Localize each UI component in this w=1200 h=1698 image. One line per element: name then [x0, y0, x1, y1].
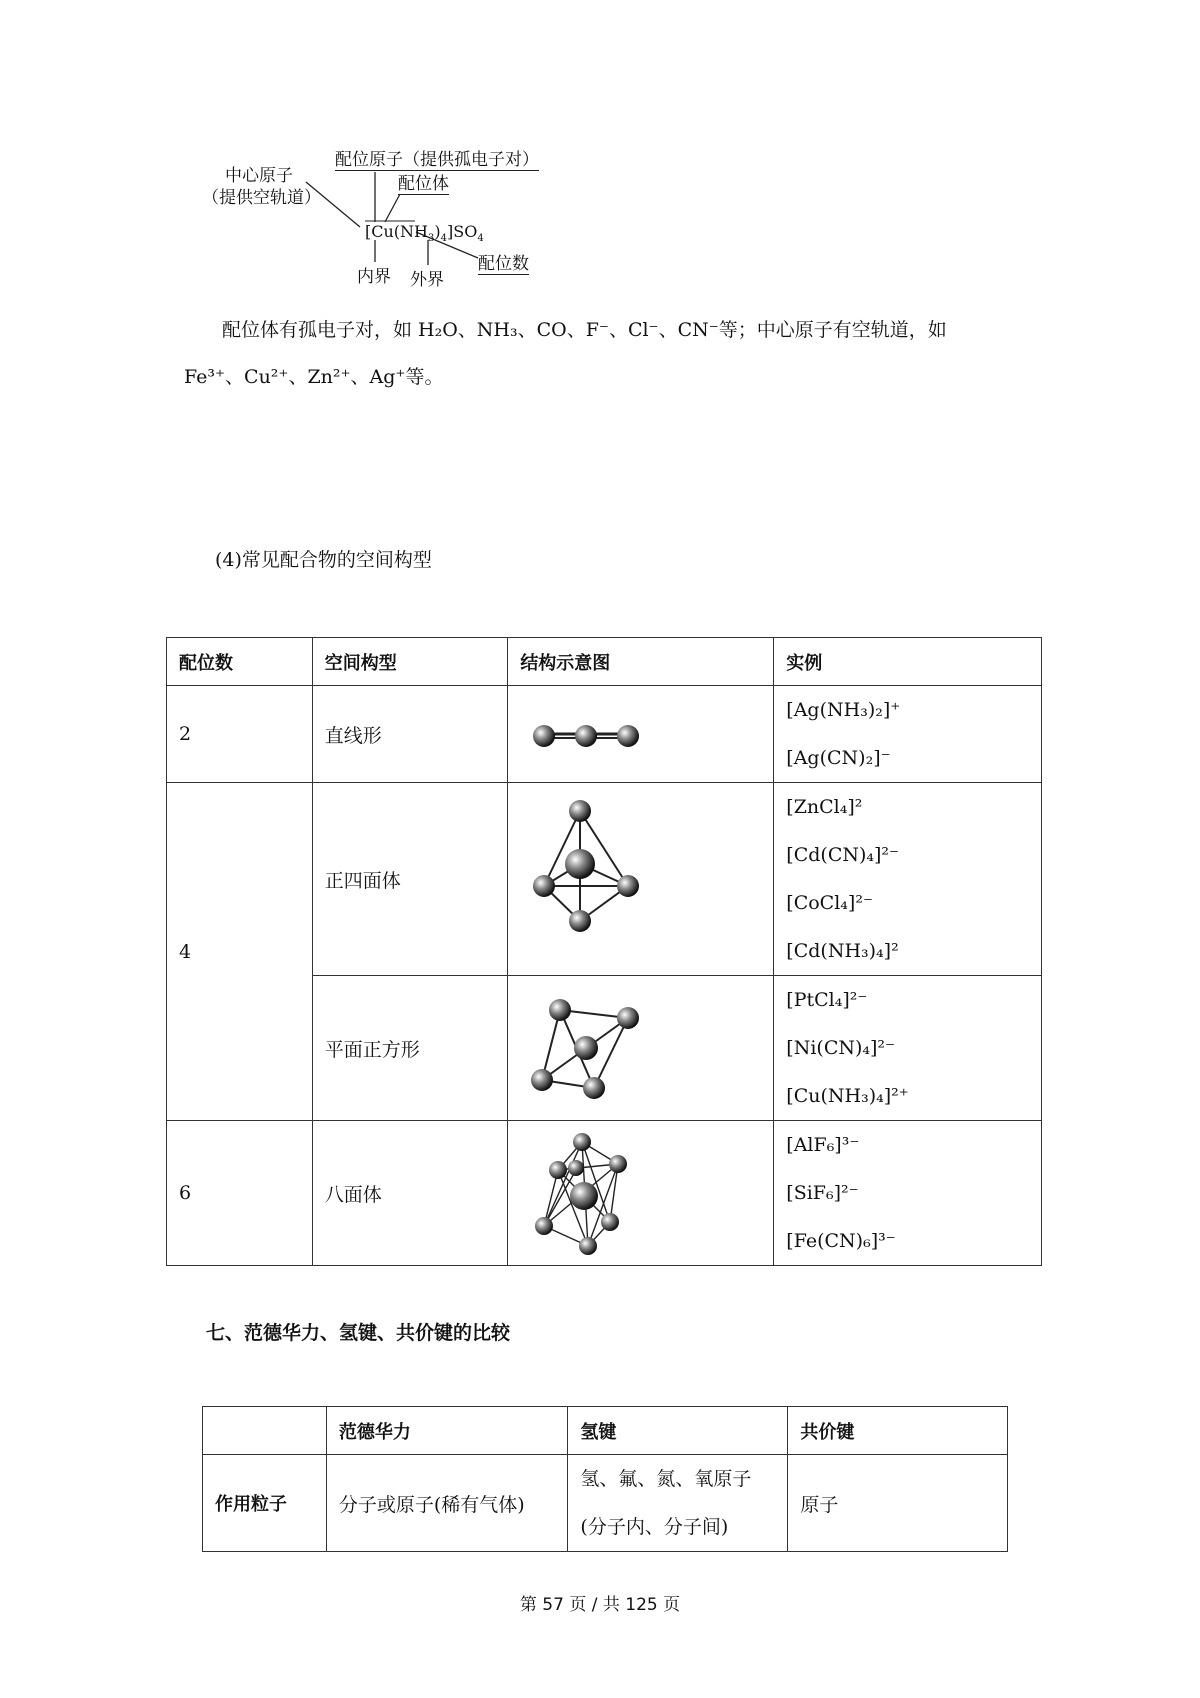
cell-structure	[508, 686, 774, 783]
table-row	[203, 1455, 1008, 1552]
ligand-atom-label: 配位原子（提供孤电子对）	[335, 150, 539, 170]
cell-shape: 正四面体	[312, 783, 508, 976]
example-item: [Ag(CN)₂]⁻	[786, 747, 891, 769]
outer-sphere-label: 外界	[410, 270, 444, 290]
cell-cn: 6	[167, 1121, 313, 1266]
complex-geometry-table	[166, 637, 1042, 1266]
intermolecular-forces-table	[202, 1406, 1008, 1552]
cell-structure	[508, 783, 774, 976]
cell-structure	[508, 1121, 774, 1266]
cell-examples	[774, 686, 1042, 783]
example-item: [Fe(CN)₆]³⁻	[786, 1230, 896, 1252]
example-item: [Cu(NH₃)₄]²⁺	[786, 1085, 909, 1107]
ligand-paragraph-line2: Fe³⁺、Cu²⁺、Zn²⁺、Ag⁺等。	[184, 366, 444, 388]
table-header-row	[167, 638, 1042, 686]
square-planar-structure-icon	[520, 988, 760, 1108]
cell-shape: 平面正方形	[312, 976, 508, 1121]
header-covalent-bond: 共价键	[788, 1407, 1008, 1455]
cell-cn: 4	[167, 783, 313, 1121]
header-van-der-waals: 范德华力	[326, 1407, 568, 1455]
table-header-row	[203, 1407, 1008, 1455]
cell-vdw-particles: 分子或原子(稀有气体)	[326, 1455, 568, 1552]
cell-hbond-particles	[568, 1455, 788, 1552]
ligand-label: 配位体	[398, 174, 449, 194]
header-coordination-number: 配位数	[167, 638, 313, 686]
cell-structure	[508, 976, 774, 1121]
example-item: [Ag(NH₃)₂]⁺	[786, 699, 901, 721]
ligand-paragraph-line1: 配位体有孤电子对，如 H₂O、NH₃、CO、F⁻、Cl⁻、CN⁻等；中心原子有空轨道，如	[222, 319, 947, 341]
coordination-compound-diagram	[202, 150, 610, 295]
header-structure-diagram: 结构示意图	[508, 638, 774, 686]
row-label-particles: 作用粒子	[203, 1455, 327, 1552]
header-geometry: 空间构型	[312, 638, 508, 686]
cell-examples	[774, 1121, 1042, 1266]
octahedral-structure-icon	[520, 1128, 760, 1258]
example-item: [PtCl₄]²⁻	[786, 989, 868, 1011]
example-item: [Cd(CN)₄]²⁻	[786, 844, 900, 866]
table-row	[167, 783, 1042, 976]
example-item: [ZnCl₄]²	[786, 796, 863, 818]
table-row	[167, 1121, 1042, 1266]
coordination-number-label: 配位数	[478, 254, 529, 274]
hbond-line: (分子内、分子间)	[580, 1516, 729, 1538]
table-row	[167, 686, 1042, 783]
central-atom-label: 中心原子	[225, 166, 293, 186]
hbond-line: 氢、氟、氮、氧原子	[580, 1468, 752, 1490]
example-item: [CoCl₄]²⁻	[786, 892, 873, 914]
header-hydrogen-bond: 氢键	[568, 1407, 788, 1455]
example-item: [AlF₆]³⁻	[786, 1134, 860, 1156]
page-footer: 第 57 页 / 共 125 页	[519, 1595, 681, 1615]
inner-sphere-label: 内界	[357, 267, 391, 287]
example-item: [Ni(CN)₄]²⁻	[786, 1037, 896, 1059]
central-atom-note: （提供空轨道）	[202, 188, 321, 208]
cell-covalent-particles: 原子	[788, 1455, 1008, 1552]
complex-formula: $[Cu(NH_3)_4]SO_4$	[365, 222, 484, 245]
cell-cn: 2	[167, 686, 313, 783]
section-heading-7: 七、范德华力、氢键、共价键的比较	[206, 1322, 511, 1344]
cell-examples	[774, 783, 1042, 976]
example-item: [Cd(NH₃)₄]²	[786, 940, 899, 962]
example-item: [SiF₆]²⁻	[786, 1182, 859, 1204]
header-empty	[203, 1407, 327, 1455]
cell-examples	[774, 976, 1042, 1121]
header-examples: 实例	[774, 638, 1042, 686]
cell-shape: 八面体	[312, 1121, 508, 1266]
section-heading-4: (4)常见配合物的空间构型	[215, 549, 432, 571]
linear-structure-icon	[520, 704, 760, 764]
tetrahedral-structure-icon	[520, 789, 760, 969]
cell-shape: 直线形	[312, 686, 508, 783]
